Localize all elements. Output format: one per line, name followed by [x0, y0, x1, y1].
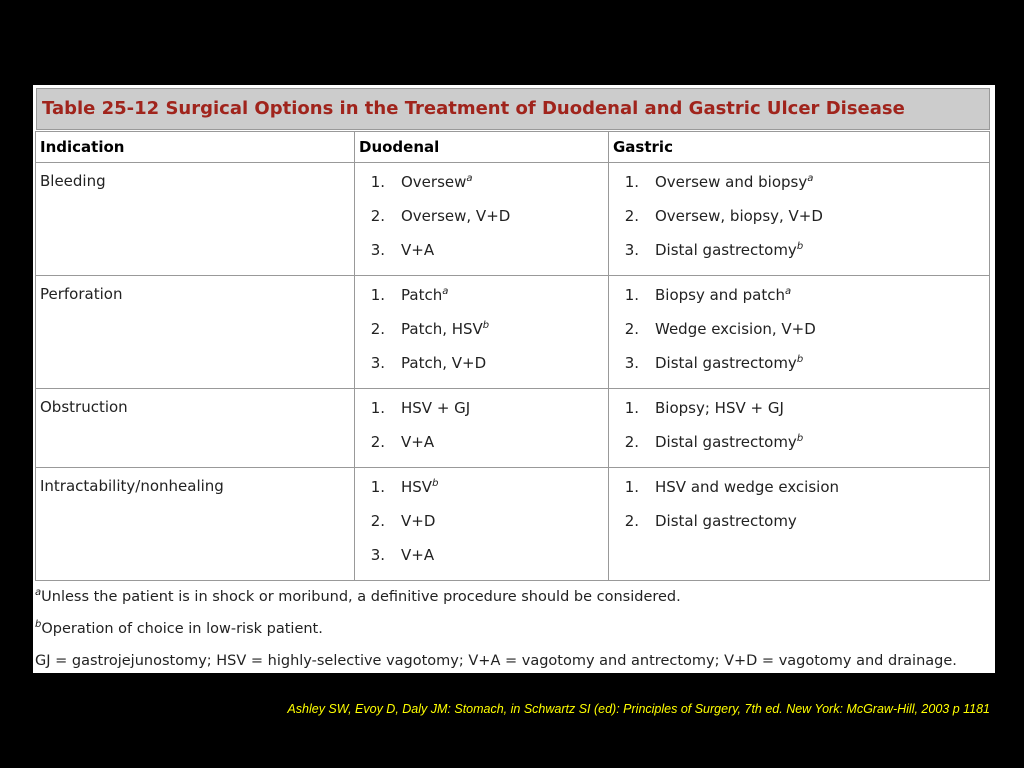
list-item — [355, 286, 608, 320]
list-item — [609, 286, 989, 320]
item-text: V+A — [401, 241, 435, 259]
list-item — [355, 546, 608, 580]
gastric-cell — [609, 276, 990, 389]
gastric-options-list — [609, 163, 989, 275]
table-row — [36, 163, 990, 276]
item-text: Patch, HSV — [401, 320, 483, 338]
gastric-cell — [609, 468, 990, 581]
item-number: 2. — [370, 512, 385, 530]
list-item — [609, 478, 989, 512]
item-number: 1. — [624, 399, 639, 417]
duodenal-options-list — [355, 389, 608, 467]
item-number: 2. — [370, 433, 385, 451]
item-number: 2. — [624, 320, 639, 338]
header-duodenal: Duodenal — [355, 132, 609, 163]
footnote — [35, 651, 993, 675]
item-text: Distal gastrectomy — [655, 512, 797, 530]
list-item — [355, 512, 608, 546]
item-number: 2. — [624, 207, 639, 225]
footnote-marker: a — [807, 173, 814, 184]
footnote — [35, 619, 993, 651]
table-row — [36, 468, 990, 581]
footnote-marker: a — [784, 286, 792, 297]
list-item — [355, 399, 608, 433]
footnote-marker: a — [442, 286, 449, 297]
item-number: 2. — [370, 207, 385, 225]
item-number: 3. — [370, 354, 385, 372]
footnotes — [35, 587, 993, 675]
list-item — [609, 512, 989, 546]
indication-cell: Obstruction — [36, 389, 355, 468]
table-title: Table 25-12 Surgical Options in the Treatment of Duodenal and Gastric Ulcer Disease — [36, 88, 990, 130]
item-text: V+A — [401, 433, 435, 451]
footnote-text: Unless the patient is in shock or moribund, a definitive procedure should be considered. — [41, 589, 681, 605]
header-indication: Indication — [36, 132, 355, 163]
footnote-marker: b — [432, 478, 439, 489]
gastric-options-list — [609, 276, 989, 388]
list-item — [355, 173, 608, 207]
item-text: Distal gastrectomy — [655, 241, 797, 259]
list-item — [609, 320, 989, 354]
item-number: 1. — [370, 399, 385, 417]
table-header-row — [36, 132, 990, 163]
item-number: 1. — [370, 478, 385, 496]
table-row — [36, 276, 990, 389]
header-gastric: Gastric — [609, 132, 990, 163]
list-item — [609, 241, 989, 275]
indication-cell: Perforation — [36, 276, 355, 389]
item-text: Distal gastrectomy — [655, 354, 797, 372]
item-text: V+A — [401, 546, 435, 564]
item-text: Patch — [401, 286, 443, 304]
footnote — [35, 587, 993, 619]
list-item — [609, 399, 989, 433]
list-item — [609, 173, 989, 207]
duodenal-options-list — [355, 163, 608, 275]
list-item — [355, 207, 608, 241]
item-text: Patch, V+D — [401, 354, 487, 372]
list-item — [355, 354, 608, 388]
item-number: 3. — [370, 546, 385, 564]
gastric-options-list — [609, 468, 989, 546]
item-number: 1. — [624, 478, 639, 496]
footnote-marker: b — [482, 320, 490, 331]
footnote-marker: b — [35, 619, 42, 630]
footnote-text: GJ = gastrojejunostomy; HSV = highly-selective vagotomy; V+A = vagotomy and antrectomy; V+D = vagotomy and drainage. — [35, 653, 957, 669]
footnote-marker: b — [796, 433, 804, 444]
item-text: V+D — [401, 512, 436, 530]
item-text: HSV — [401, 478, 433, 496]
table-row — [36, 389, 990, 468]
list-item — [609, 207, 989, 241]
item-text: Oversew — [401, 173, 467, 191]
footnote-marker: a — [466, 173, 473, 184]
gastric-cell — [609, 389, 990, 468]
item-text: Oversew, V+D — [401, 207, 511, 225]
list-item — [355, 478, 608, 512]
list-item — [355, 241, 608, 275]
gastric-cell — [609, 163, 990, 276]
item-text: HSV and wedge excision — [655, 478, 840, 496]
item-number: 1. — [624, 286, 639, 304]
list-item — [355, 320, 608, 354]
footnote-marker: b — [796, 354, 804, 365]
item-number: 2. — [370, 320, 385, 338]
footnote-marker: b — [796, 241, 804, 252]
duodenal-options-list — [355, 468, 608, 580]
item-number: 3. — [624, 241, 639, 259]
footnote-marker: a — [35, 587, 42, 598]
list-item — [355, 433, 608, 467]
list-item — [609, 433, 989, 467]
duodenal-options-list — [355, 276, 608, 388]
item-number: 1. — [370, 173, 385, 191]
item-text: Biopsy; HSV + GJ — [655, 399, 784, 417]
item-text: Wedge excision, V+D — [655, 320, 816, 338]
duodenal-cell — [355, 163, 609, 276]
gastric-options-list — [609, 389, 989, 467]
citation: Ashley SW, Evoy D, Daly JM: Stomach, in Schwartz SI (ed): Principles of Surgery, 7th ed. New York: McGraw-Hill, 2003 p 1181 — [287, 702, 990, 716]
item-text: Distal gastrectomy — [655, 433, 797, 451]
item-text: HSV + GJ — [401, 399, 471, 417]
indication-cell: Intractability/nonhealing — [36, 468, 355, 581]
item-number: 1. — [370, 286, 385, 304]
item-number: 3. — [370, 241, 385, 259]
table-panel — [33, 85, 995, 673]
duodenal-cell — [355, 389, 609, 468]
item-number: 3. — [624, 354, 639, 372]
item-text: Oversew, biopsy, V+D — [655, 207, 823, 225]
item-number: 1. — [624, 173, 639, 191]
footnote-text: Operation of choice in low-risk patient. — [41, 621, 323, 637]
surgical-options-table — [35, 131, 990, 581]
item-text: Oversew and biopsy — [655, 173, 808, 191]
list-item — [609, 354, 989, 388]
duodenal-cell — [355, 276, 609, 389]
duodenal-cell — [355, 468, 609, 581]
item-number: 2. — [624, 512, 639, 530]
item-number: 2. — [624, 433, 639, 451]
indication-cell: Bleeding — [36, 163, 355, 276]
item-text: Biopsy and patch — [655, 286, 785, 304]
